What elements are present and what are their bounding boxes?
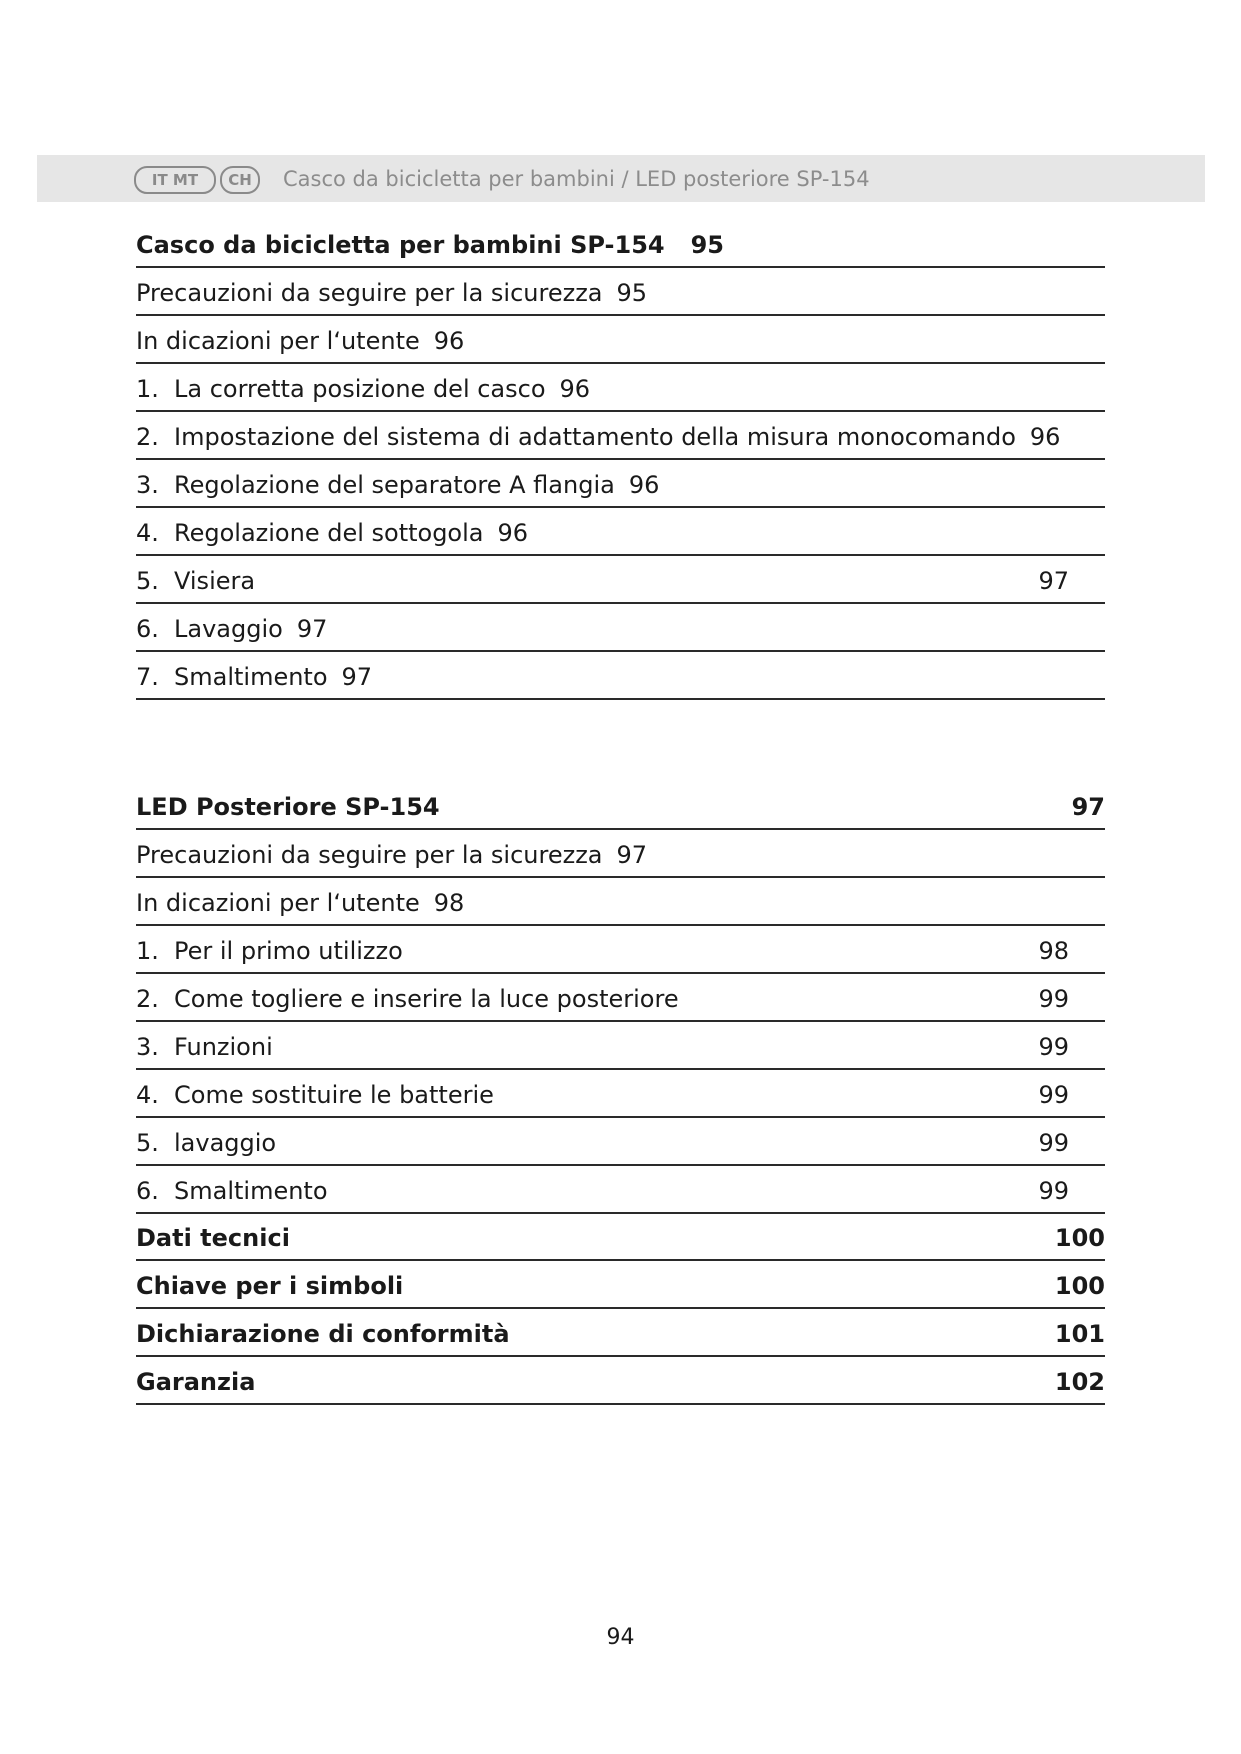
- toc-entry-page: 99: [1038, 1177, 1069, 1205]
- toc-entry-page: 102: [1054, 1368, 1105, 1396]
- toc-entry-number: 3.: [136, 1033, 159, 1061]
- toc-entry-title: Dati tecnici: [136, 1224, 290, 1252]
- toc-entry-number: 2.: [136, 985, 159, 1013]
- toc-entry-number: 4.: [136, 1081, 159, 1109]
- toc-entry[interactable]: [136, 1166, 1105, 1214]
- toc-entry-number: 6.: [136, 615, 159, 643]
- toc-entry-number: 5.: [136, 567, 159, 595]
- toc-entry-title: Per il primo utilizzo: [174, 937, 403, 965]
- toc-entry[interactable]: [136, 878, 1105, 926]
- toc-entry-page: 97: [341, 663, 373, 691]
- toc-entry-title: La corretta posizione del casco: [174, 375, 546, 403]
- language-badge-it-mt: IT MT: [134, 166, 216, 194]
- toc-entry[interactable]: [136, 830, 1105, 878]
- toc-entry[interactable]: [136, 926, 1105, 974]
- toc-entry-title: Dichiarazione di conformità: [136, 1320, 510, 1348]
- toc-entry-page: 95: [616, 279, 648, 307]
- toc-entry[interactable]: [136, 364, 1105, 412]
- toc-entry[interactable]: [136, 974, 1105, 1022]
- toc-entry-number: 6.: [136, 1177, 159, 1205]
- toc-entry-title: Garanzia: [136, 1368, 256, 1396]
- toc-entry[interactable]: [136, 604, 1105, 652]
- toc-entry-page: 100: [1054, 1272, 1105, 1300]
- toc-entry-title: In dicazioni per l‘utente: [136, 889, 420, 917]
- toc-entry-title: Come togliere e inserire la luce posteriore: [174, 985, 679, 1013]
- header-bar: [37, 155, 1205, 202]
- toc-entry-title: Funzioni: [174, 1033, 273, 1061]
- toc-entry-page: 98: [1038, 937, 1069, 965]
- toc-entry-page: 96: [628, 471, 660, 499]
- toc-entry-warranty[interactable]: [136, 1357, 1105, 1405]
- toc-entry-title: Visiera: [174, 567, 256, 595]
- toc-entry-title: Precauzioni da seguire per la sicurezza: [136, 279, 603, 307]
- toc-entry-page: 97: [296, 615, 328, 643]
- toc-entry[interactable]: [136, 412, 1105, 460]
- toc-heading-title: Casco da bicicletta per bambini SP-154: [136, 231, 665, 259]
- toc-entry[interactable]: [136, 1070, 1105, 1118]
- toc-entry[interactable]: [136, 460, 1105, 508]
- toc-entry-title: Regolazione del sottogola: [174, 519, 484, 547]
- toc-section-led: [136, 782, 1105, 1214]
- toc-entry-title: In dicazioni per l‘utente: [136, 327, 420, 355]
- toc-entry-page: 98: [433, 889, 465, 917]
- toc-entry-number: 7.: [136, 663, 159, 691]
- toc-entry-page: 99: [1038, 1081, 1069, 1109]
- toc-back-matter: [136, 1213, 1105, 1405]
- toc-entry-page: 96: [559, 375, 591, 403]
- toc-entry-number: 5.: [136, 1129, 159, 1157]
- header-title: Casco da bicicletta per bambini / LED posteriore SP-154: [283, 167, 870, 191]
- toc-heading[interactable]: [136, 220, 1105, 268]
- toc-entry-page: 96: [497, 519, 529, 547]
- toc-entry-title: lavaggio: [174, 1129, 277, 1157]
- toc-entry-page: 96: [433, 327, 465, 355]
- toc-section-helmet: [136, 220, 1105, 700]
- toc-entry-conformity[interactable]: [136, 1309, 1105, 1357]
- toc-heading[interactable]: [136, 782, 1105, 830]
- toc-entry-page: 96: [1029, 423, 1061, 451]
- toc-entry-title: Regolazione del separatore A flangia: [174, 471, 615, 499]
- toc-entry[interactable]: [136, 652, 1105, 700]
- page-number: 94: [606, 1625, 635, 1650]
- toc-entry-page: 97: [616, 841, 648, 869]
- toc-entry-title: Chiave per i simboli: [136, 1272, 404, 1300]
- toc-entry-number: 3.: [136, 471, 159, 499]
- toc-entry-number: 1.: [136, 937, 159, 965]
- toc-entry-title: Precauzioni da seguire per la sicurezza: [136, 841, 603, 869]
- toc-entry-symbols-key[interactable]: [136, 1261, 1105, 1309]
- toc-heading-page: 97: [1071, 793, 1105, 821]
- toc-entry[interactable]: [136, 268, 1105, 316]
- toc-heading-page: 95: [690, 231, 725, 259]
- toc-entry-title: Smaltimento: [174, 663, 328, 691]
- toc-entry-page: 99: [1038, 1129, 1069, 1157]
- toc-heading-title: LED Posteriore SP-154: [136, 793, 440, 821]
- toc-entry[interactable]: [136, 1022, 1105, 1070]
- toc-entry-page: 101: [1054, 1320, 1105, 1348]
- language-badge-ch: CH: [220, 166, 260, 194]
- toc-entry-page: 99: [1038, 985, 1069, 1013]
- toc-entry-number: 1.: [136, 375, 159, 403]
- toc-entry-number: 4.: [136, 519, 159, 547]
- toc-entry-page: 97: [1038, 567, 1069, 595]
- toc-entry[interactable]: [136, 508, 1105, 556]
- toc-entry[interactable]: [136, 316, 1105, 364]
- toc-entry-technical-data[interactable]: [136, 1213, 1105, 1261]
- toc-entry-page: 99: [1038, 1033, 1069, 1061]
- toc-entry[interactable]: [136, 556, 1105, 604]
- toc-entry-title: Impostazione del sistema di adattamento della misura monocomando: [174, 423, 1016, 451]
- toc-entry-page: 100: [1054, 1224, 1105, 1252]
- toc-entry[interactable]: [136, 1118, 1105, 1166]
- toc-entry-title: Come sostituire le batterie: [174, 1081, 494, 1109]
- toc-entry-title: Smaltimento: [174, 1177, 328, 1205]
- toc-entry-title: Lavaggio: [174, 615, 283, 643]
- toc-entry-number: 2.: [136, 423, 159, 451]
